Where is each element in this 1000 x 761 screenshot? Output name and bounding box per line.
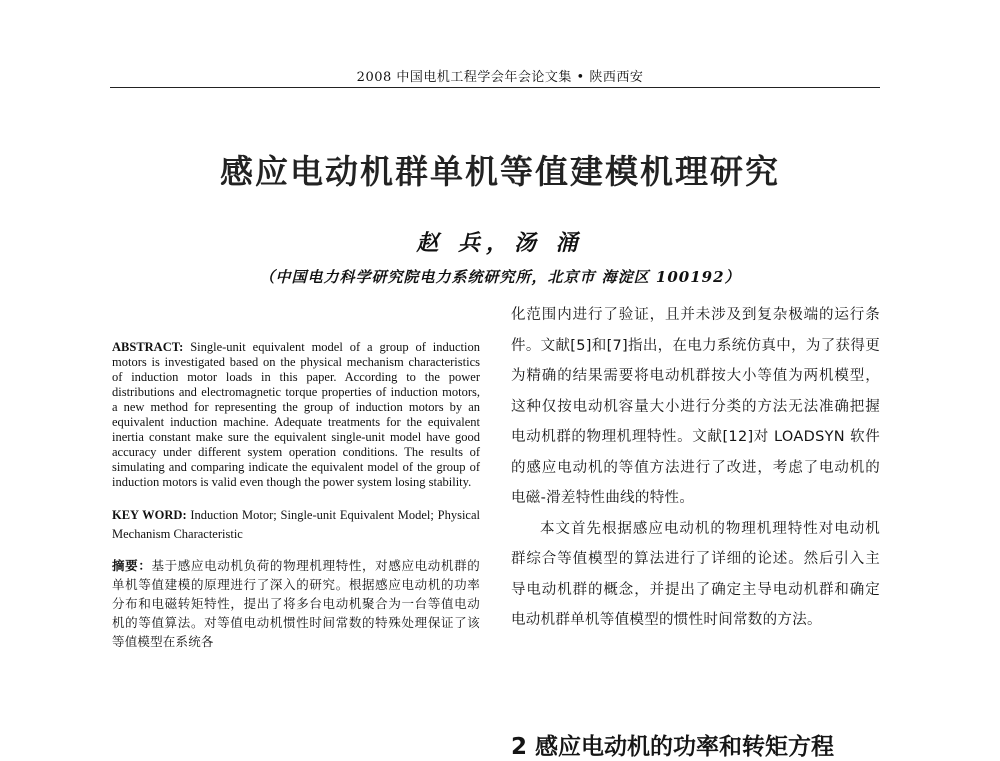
abstract-label: ABSTRACT: [112, 340, 184, 354]
body-paragraph-1: 化范围内进行了验证，且并未涉及到复杂极端的运行条件。文献[5]和[7]指出，在电力系统仿真中，为了获得更为精确的结果需要将电动机群按大小等值为两机模型，这种仅按电动机容量大小进行分类的方法无法准确把握电动机群的物理机理特性。文献[12]对 LOADSYN 软件的感应电动机的等值方法进行了改进，考虑了电动机的电磁-滑差特性曲线的特性。 [511, 307, 880, 506]
abstract-zh-text: 基于感应电动机负荷的物理机理特性，对感应电动机群的单机等值建模的原理进行了深入的研究。根据感应电动机的功率分布和电磁转矩特性，提出了将多台电动机聚合为一台等值电动机的等值算法。对等值电动机惯性时间常数的特殊处理保证了该等值模型在系统各 [112, 558, 480, 649]
body-paragraph-2: 本文首先根据感应电动机的物理机理特性对电动机群综合等值模型的算法进行了详细的论述。然后引入主导电动机群的概念，并提出了确定主导电动机群和确定电动机群单机等值模型的惯性时间常数的方法。 [511, 520, 880, 628]
header-rule [110, 87, 880, 88]
section-heading: 2 感应电动机的功率和转矩方程 [511, 734, 835, 760]
abstract-english [112, 340, 480, 490]
paper-title: 感应电动机群单机等值建模机理研究 [220, 152, 780, 191]
abstract-zh-label: 摘要： [112, 558, 152, 573]
keywords-text: Induction Motor; Single-unit Equivalent Model; Physical Mechanism Characteristic [112, 508, 480, 541]
keywords-label: KEY WORD: [112, 508, 187, 522]
abstract-chinese [112, 556, 480, 651]
running-header: 2008 中国电机工程学会年会论文集 • 陕西西安 [356, 70, 644, 85]
right-column [511, 300, 880, 636]
abstract-text: Single-unit equivalent model of a group of induction motors is investigated based on the physical mechanism characteristics of induction motor loads in this paper. According to the power distributions and electromagnetic torque properties of induction motors, a new method for representing the group of induction motors by an equivalent induction machine. Adequate treatments for the equivalent inertia constant make sure the equivalent single-unit model have good accuracy under different system operation conditions. The results of simulating and comparing indicate the equivalent model of the group of induction motors is valid even though the power system losing stability. [112, 340, 480, 489]
paper-affiliation: （中国电力科学研究院电力系统研究所，北京市 海淀区 100192） [259, 268, 741, 286]
left-column [112, 340, 480, 651]
paper-authors: 赵 兵，汤 涌 [416, 230, 584, 256]
keywords [112, 506, 480, 544]
